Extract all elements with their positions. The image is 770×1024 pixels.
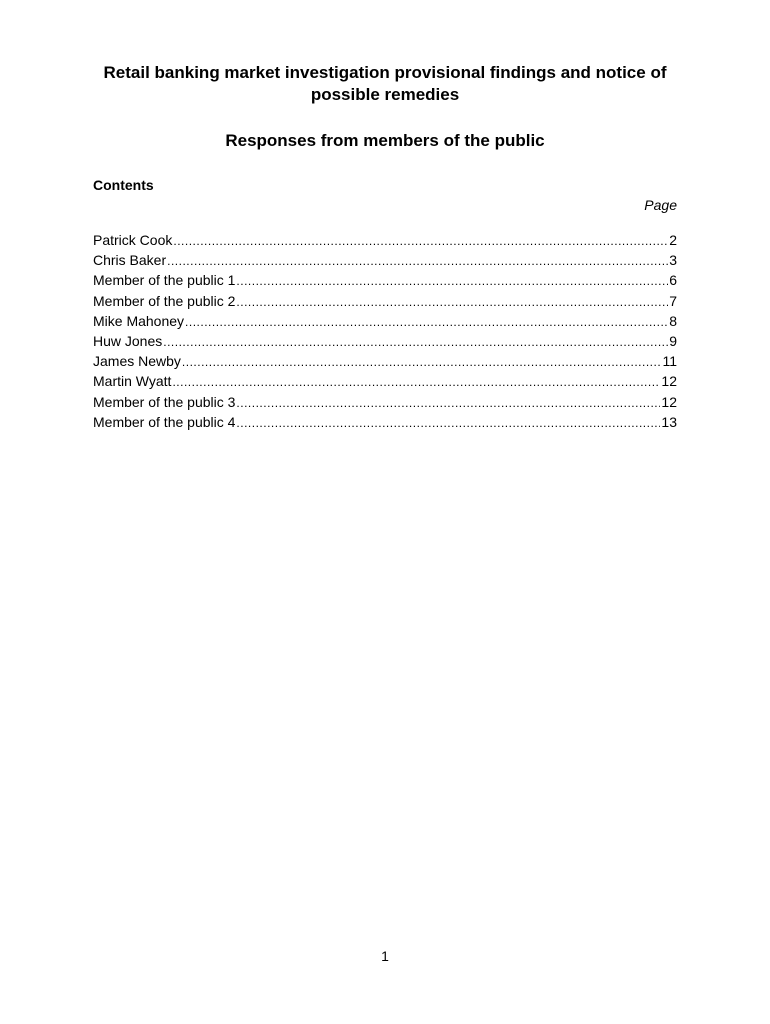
toc-entry-name: Huw Jones xyxy=(93,332,163,349)
toc-entry-page: 12 xyxy=(661,373,677,390)
toc-entry-name: Chris Baker xyxy=(93,252,167,269)
document-subtitle: Responses from members of the public xyxy=(225,131,545,150)
toc-entry[interactable] xyxy=(93,392,677,412)
toc-leader-dots xyxy=(172,372,660,392)
toc-entry-name: Martin Wyatt xyxy=(93,373,172,390)
toc-entry-page: 8 xyxy=(669,312,677,329)
toc-entry-name: Mike Mahoney xyxy=(93,312,185,329)
toc-entry-name: Patrick Cook xyxy=(93,232,173,248)
toc-entry-page: 9 xyxy=(669,332,677,349)
table-of-contents xyxy=(93,230,677,432)
toc-entry-name: Member of the public 4 xyxy=(93,413,236,430)
toc-entry-page: 6 xyxy=(669,272,677,289)
toc-leader-dots xyxy=(182,352,662,372)
toc-entry-name: James Newby xyxy=(93,353,181,370)
toc-leader-dots xyxy=(185,312,668,332)
toc-leader-dots xyxy=(167,251,668,271)
page-column-heading: Page xyxy=(644,197,677,213)
toc-leader-dots xyxy=(236,271,668,291)
toc-entry[interactable] xyxy=(93,331,677,351)
toc-entry[interactable] xyxy=(93,351,677,371)
toc-leader-dots xyxy=(163,332,668,352)
toc-leader-dots xyxy=(236,292,668,312)
contents-heading: Contents xyxy=(93,177,154,193)
toc-entry[interactable] xyxy=(93,412,677,432)
toc-entry-page: 7 xyxy=(669,292,677,309)
footer-page-number: 1 xyxy=(381,948,389,964)
toc-entry[interactable] xyxy=(93,230,677,250)
toc-leader-dots xyxy=(236,393,660,413)
toc-entry-page: 13 xyxy=(661,413,677,430)
document-title: Retail banking market investigation provisional findings and notice of possible remedies xyxy=(103,63,667,104)
toc-entry-name: Member of the public 1 xyxy=(93,272,236,289)
toc-entry[interactable] xyxy=(93,371,677,391)
toc-entry[interactable] xyxy=(93,311,677,331)
toc-entry[interactable] xyxy=(93,250,677,270)
toc-leader-dots xyxy=(173,231,668,251)
toc-entry-page: 11 xyxy=(662,353,677,370)
toc-leader-dots xyxy=(236,413,660,433)
toc-entry[interactable] xyxy=(93,291,677,311)
toc-entry-name: Member of the public 3 xyxy=(93,393,236,410)
toc-entry-name: Member of the public 2 xyxy=(93,292,236,309)
toc-entry-page: 3 xyxy=(669,252,677,269)
toc-entry-page: 12 xyxy=(661,393,677,410)
toc-entry-page: 2 xyxy=(669,232,677,248)
toc-entry[interactable] xyxy=(93,270,677,290)
